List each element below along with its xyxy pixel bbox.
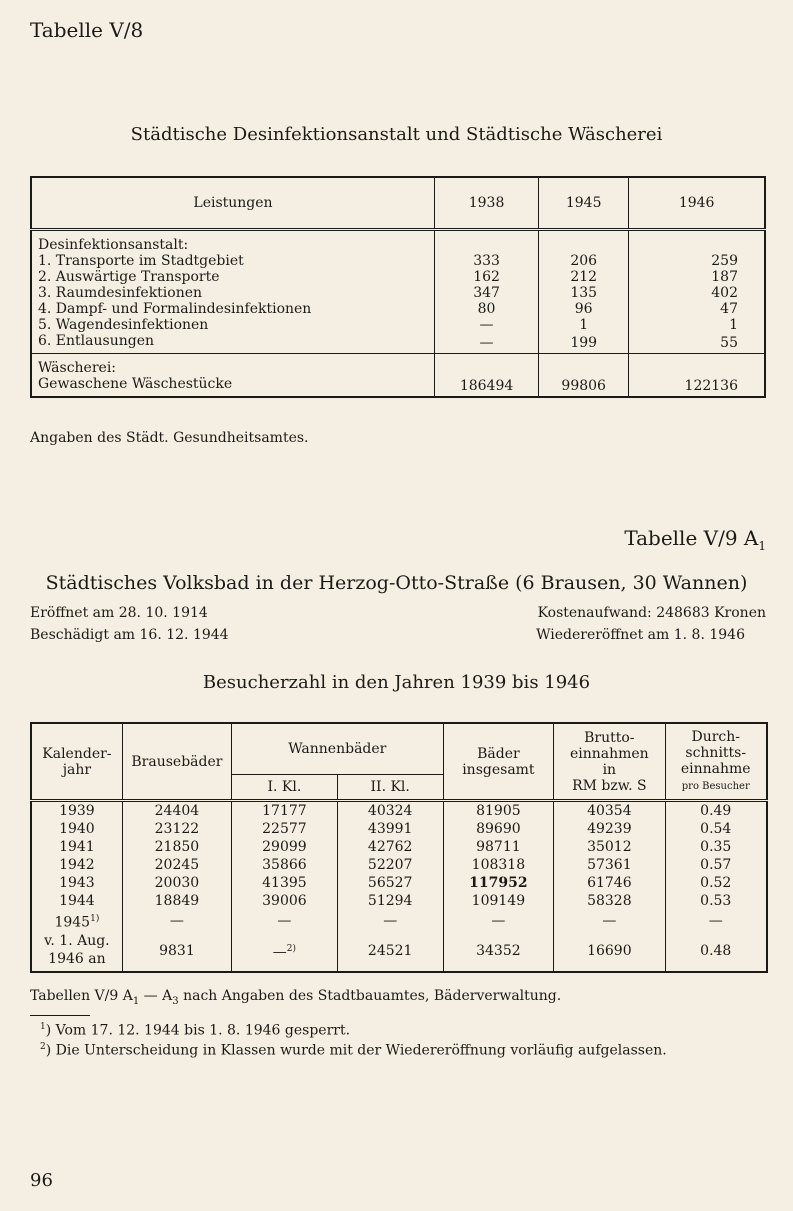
- col-header-total: Bäder insgesamt: [443, 723, 554, 801]
- reopened-date: Wiedereröffnet am 1. 8. 1946: [536, 627, 745, 643]
- col-header-tub-class2: II. Kl.: [337, 775, 443, 801]
- table-row: 5. Wagendesinfektionen — 1 1: [31, 317, 765, 333]
- table-row: 3. Raumdesinfektionen 347 135 402: [31, 285, 765, 301]
- footnote-divider: [30, 1015, 90, 1016]
- table2-title: Städtisches Volksbad in der Herzog-Otto-Straße (6 Brausen, 30 Wannen): [45, 572, 748, 594]
- table-row: Gewaschene Wäschestücke 186494 99806 122136: [31, 376, 765, 397]
- col-header-shower: Brausebäder: [122, 723, 231, 801]
- col-header-year: Kalender- jahr: [31, 723, 122, 801]
- table2-subtitle: Besucherzahl in den Jahren 1939 bis 1946: [202, 672, 591, 693]
- col-header-1945: 1945: [539, 177, 629, 230]
- table-row-1945: 1945$^{1)}$ — — — — — —: [31, 910, 767, 932]
- col-header-tub: Wannenbäder: [232, 723, 444, 775]
- table-row: 4. Dampf- und Formalindesinfektionen 80 96 47: [31, 301, 765, 317]
- damaged-date: Beschädigt am 16. 12. 1944: [30, 627, 229, 643]
- table1-source: Angaben des Städt. Gesundheitsamtes.: [30, 430, 309, 446]
- bath-visitors-table: [30, 722, 768, 973]
- col-header-1946: 1946: [629, 177, 765, 230]
- table-label-v8: Tabelle V/8: [30, 18, 144, 42]
- table-label-v9a1: Tabelle V/9 $A_1$: [624, 526, 766, 553]
- table1-title: Städtische Desinfektionsanstalt und Städtische Wäscherei: [130, 124, 663, 145]
- page-number: 96: [30, 1170, 53, 1191]
- disinfection-table: [30, 176, 766, 398]
- table-row: 6. Entlausungen — 199 55: [31, 333, 765, 354]
- table-row: 1942 20245 35866 52207 108318 57361 0.57: [31, 856, 767, 874]
- col-header-gross: Brutto- einnahmen in RM bzw. S: [554, 723, 665, 801]
- table2-source: Tabellen V/9 $A_1$ — $A_3$ nach Angaben des Stadtbauamtes, Bäderverwaltung.: [30, 988, 562, 1007]
- footnote-2: $^2$) Die Unterscheidung in Klassen wurde mit der Wiedereröffnung vorläufig aufgelassen.: [40, 1042, 667, 1059]
- table-row: 1939 24404 17177 40324 81905 40354 0.49: [31, 801, 767, 821]
- footnote-1: $^1$) Vom 17. 12. 1944 bis 1. 8. 1946 gesperrt.: [40, 1022, 351, 1039]
- col-header-tub-class1: I. Kl.: [232, 775, 338, 801]
- table-row-1946: v. 1. Aug. 1946 an 9831 —$^{2)}$ 24521 34352 16690 0.48: [31, 932, 767, 972]
- table-row: 1940 23122 22577 43991 89690 49239 0.54: [31, 820, 767, 838]
- table-row: 2. Auswärtige Transporte 162 212 187: [31, 269, 765, 285]
- col-header-leistungen: Leistungen: [31, 177, 435, 230]
- col-header-1938: 1938: [435, 177, 539, 230]
- table-row: 1944 18849 39006 51294 109149 58328 0.53: [31, 892, 767, 910]
- table-row: 1941 21850 29099 42762 98711 35012 0.35: [31, 838, 767, 856]
- col-header-average: Durch- schnitts- einnahme pro Besucher: [665, 723, 767, 801]
- opened-date: Eröffnet am 28. 10. 1914: [30, 605, 208, 621]
- section-laundry: Wäscherei:: [31, 354, 435, 377]
- section-disinfection: Desinfektionsanstalt:: [38, 237, 189, 253]
- table-row: 1943 20030 41395 56527 117952 61746 0.52: [31, 874, 767, 892]
- table-row: 1. Transporte im Stadtgebiet 333 206 259: [31, 253, 765, 269]
- cost-text: Kostenaufwand: 248683 Kronen: [537, 605, 766, 621]
